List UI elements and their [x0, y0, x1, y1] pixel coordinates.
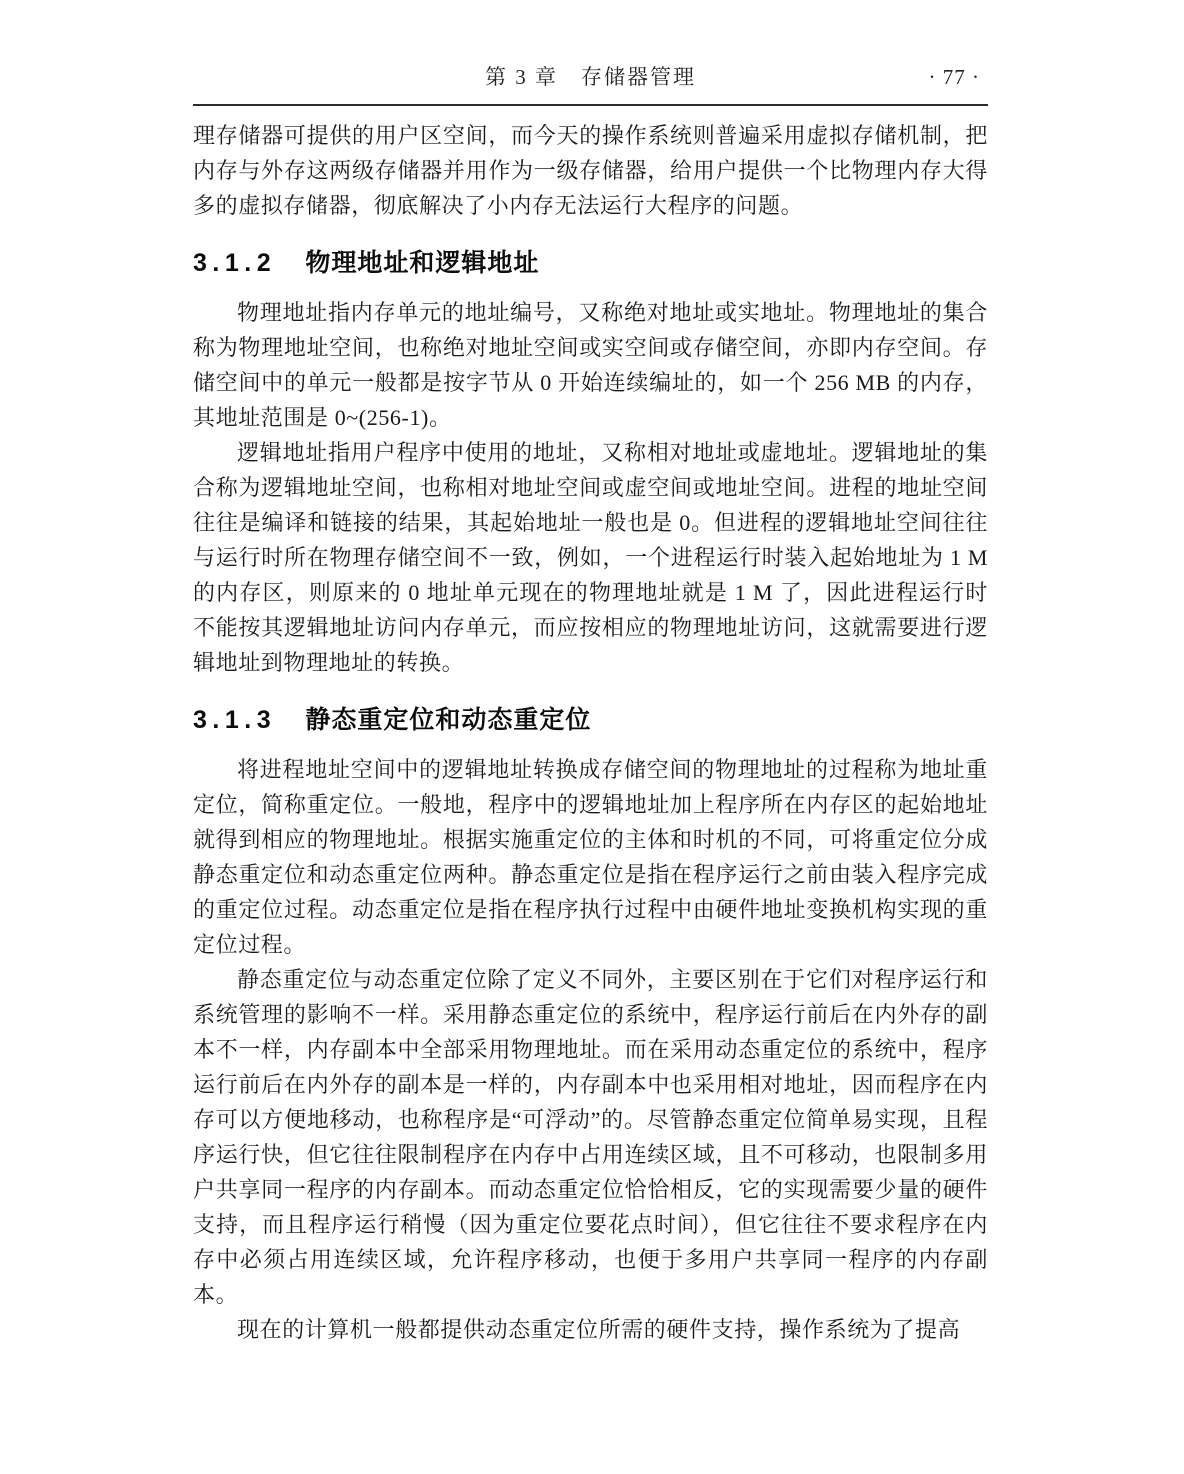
section-heading-3-1-3 — [193, 702, 988, 738]
section-number: 3.1.3 — [193, 706, 277, 734]
chapter-title: 第 3 章 存储器管理 — [485, 65, 696, 89]
running-header — [193, 62, 988, 92]
page-number: · 77 · — [928, 65, 980, 89]
section-number: 3.1.2 — [193, 249, 277, 277]
header-divider — [193, 104, 988, 106]
section-title: 静态重定位和动态重定位 — [305, 706, 592, 734]
section-title: 物理地址和逻辑地址 — [305, 249, 540, 277]
page-body — [193, 118, 988, 1347]
paragraph-hardware-support: 现在的计算机一般都提供动态重定位所需的硬件支持，操作系统为了提高 — [237, 1317, 961, 1342]
paragraph-logical-address: 逻辑地址指用户程序中使用的地址，又称相对地址或虚地址。逻辑地址的集合称为逻辑地址空间，也称相对地址空间或虚空间或地址空间。进程的地址空间往往是编译和链接的结果，其起始地址一般也是 0。但进程的逻辑地址空间往往与运行时所在物理存储空间不一致，例如，一个进程运行时装入起始地址为 1 M 的内存区，则原来的 0 地址单元现在的物理地址就是 1 M 了，因此进程运行时不能按其逻辑地址访问内存单元，而应按相应的物理地址访问，这就需要进行逻辑地址到物理地址的转换。 — [193, 440, 988, 675]
paragraph-relocation-definition: 将进程地址空间中的逻辑地址转换成存储空间的物理地址的过程称为地址重定位，简称重定位。一般地，程序中的逻辑地址加上程序所在内存区的起始地址就得到相应的物理地址。根据实施重定位的主体和时机的不同，可将重定位分成静态重定位和动态重定位两种。静态重定位是指在程序运行之前由装入程序完成的重定位过程。动态重定位是指在程序执行过程中由硬件地址变换机构实现的重定位过程。 — [193, 757, 988, 957]
paragraph-physical-address: 物理地址指内存单元的地址编号，又称绝对地址或实地址。物理地址的集合称为物理地址空间，也称绝对地址空间或实空间或存储空间，亦即内存空间。存储空间中的单元一般都是按字节从 0 开始连续编址的，如一个 256 MB 的内存，其地址范围是 0~(256-1)。 — [193, 300, 988, 430]
paragraph-intro-continuation: 理存储器可提供的用户区空间，而今天的操作系统则普遍采用虚拟存储机制，把内存与外存这两级存储器并用作为一级存储器，给用户提供一个比物理内存大得多的虚拟存储器，彻底解决了小内存无法运行大程序的问题。 — [193, 123, 988, 218]
paragraph-static-vs-dynamic: 静态重定位与动态重定位除了定义不同外，主要区别在于它们对程序运行和系统管理的影响不一样。采用静态重定位的系统中，程序运行前后在内外存的副本不一样，内存副本中全部采用物理地址。而在采用动态重定位的系统中，程序运行前后在内外存的副本是一样的，内存副本中也采用相对地址，因而程序在内存可以方便地移动，也称程序是“可浮动”的。尽管静态重定位简单易实现，且程序运行快，但它往往限制程序在内存中占用连续区域，且不可移动，也限制多用户共享同一程序的内存副本。而动态重定位恰恰相反，它的实现需要少量的硬件支持，而且程序运行稍慢（因为重定位要花点时间），但它往往不要求程序在内存中必须占用连续区域，允许程序移动，也便于多用户共享同一程序的内存副本。 — [193, 967, 988, 1307]
section-heading-3-1-2 — [193, 245, 988, 281]
